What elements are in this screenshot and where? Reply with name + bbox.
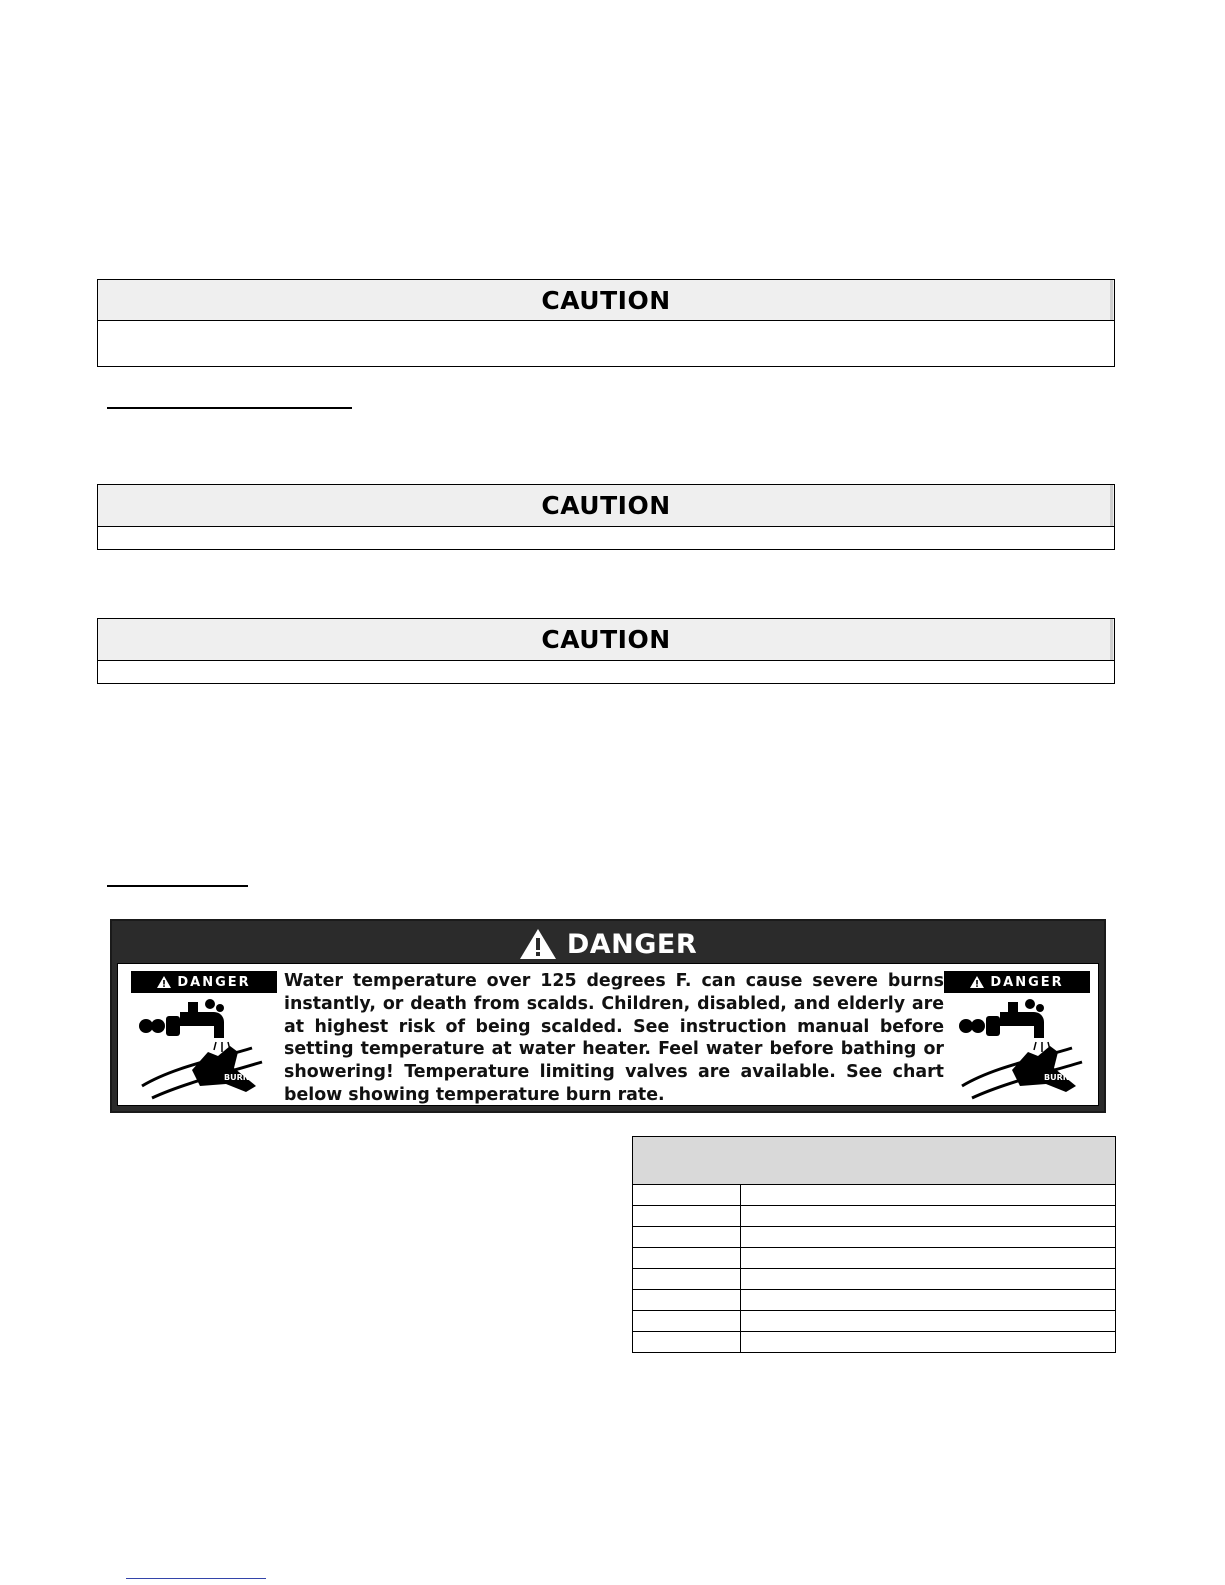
table-row	[633, 1290, 1116, 1311]
table-cell	[741, 1269, 1116, 1290]
table-cell	[633, 1269, 741, 1290]
caution-heading-1: CAUTION	[98, 280, 1114, 321]
table-cell	[633, 1248, 741, 1269]
danger-title	[112, 925, 1104, 963]
svg-text:BURN: BURN	[1044, 1073, 1070, 1082]
table-header-cell	[633, 1137, 1116, 1185]
table-cell	[633, 1290, 741, 1311]
scald-hazard-icon	[952, 998, 1092, 1108]
table-cell	[741, 1206, 1116, 1227]
table-row	[633, 1332, 1116, 1353]
table-cell	[741, 1248, 1116, 1269]
caution-box-3	[97, 618, 1115, 684]
section-heading-underline-2	[107, 885, 248, 887]
svg-text:BURN: BURN	[224, 1073, 250, 1082]
danger-message: Water temperature over 125 degrees F. can cause severe burns instantly, or death from scalds. Children, disabled, and elderly are at highest risk of being scalded. See instruction manual before setting temperature at water heater. Feel water before bathing or showering! Temperature limiting valves are available. See chart below showing temperature burn rate.	[284, 971, 944, 1105]
warning-triangle-icon	[519, 928, 557, 960]
table-cell	[633, 1206, 741, 1227]
caution-box-2	[97, 484, 1115, 550]
caution-box-1	[97, 279, 1115, 367]
scald-hazard-icon	[132, 998, 272, 1108]
table-row	[633, 1206, 1116, 1227]
danger-title-text: DANGER	[566, 928, 698, 960]
warning-triangle-icon	[157, 976, 171, 988]
table-cell	[633, 1185, 741, 1206]
table-cell	[741, 1290, 1116, 1311]
table-cell	[633, 1227, 741, 1248]
table-row	[633, 1185, 1116, 1206]
table-row	[633, 1248, 1116, 1269]
footnote-separator	[126, 1578, 266, 1579]
danger-body	[117, 963, 1099, 1106]
table-cell	[633, 1332, 741, 1353]
table-cell	[633, 1311, 741, 1332]
table-cell	[741, 1311, 1116, 1332]
table-row	[633, 1269, 1116, 1290]
caution-heading-3: CAUTION	[98, 619, 1114, 661]
table-row	[633, 1311, 1116, 1332]
table-cell	[741, 1227, 1116, 1248]
danger-badge-right: DANGER	[944, 971, 1090, 993]
danger-label	[110, 919, 1106, 1113]
table-cell	[741, 1332, 1116, 1353]
table-row	[633, 1227, 1116, 1248]
caution-heading-2: CAUTION	[98, 485, 1114, 527]
table-header-row	[633, 1137, 1116, 1185]
section-heading-underline-1	[107, 407, 352, 409]
warning-triangle-icon	[970, 976, 984, 988]
table-cell	[741, 1185, 1116, 1206]
danger-badge-left: DANGER	[131, 971, 277, 993]
burn-rate-table	[632, 1136, 1116, 1353]
